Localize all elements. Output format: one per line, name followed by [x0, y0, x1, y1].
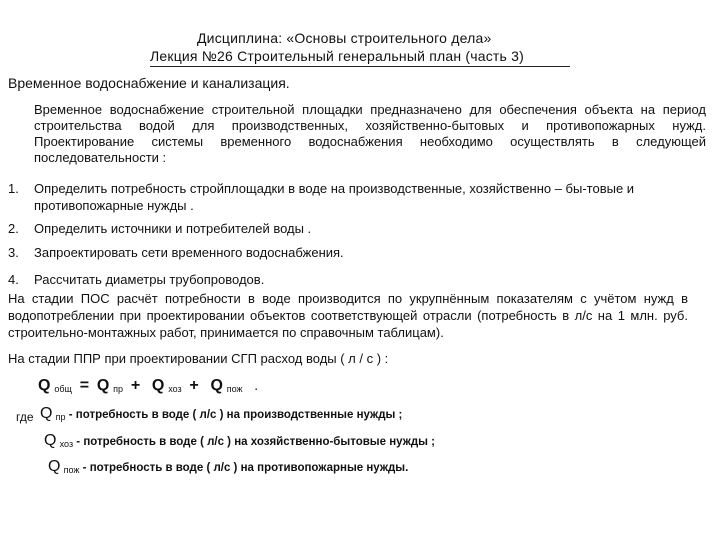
formula-q-total: Q: [38, 377, 51, 394]
formula-end: .: [254, 377, 259, 393]
pos-paragraph: На стадии ПОС расчёт потребности в воде производится по укрупнённым показателям с учётом нужд в водопотреблении при проектировании объектов соответствующей отрасли (потребность в л/с на 1 млн. руб. строительно-монтажных работ, принимается по справочным таблицам).: [8, 291, 688, 340]
discipline-title: Дисциплина: «Основы строительного дела»: [197, 30, 492, 46]
formula-q-pr: Q: [96, 377, 110, 394]
formula-sub-hoz: хоз: [168, 384, 182, 394]
definition-sub: пр: [55, 412, 66, 422]
definition-text: - потребность в воде ( л/с ) на хозяйственно-бытовые нужды ;: [76, 436, 436, 448]
formula-q-hoz: Q: [151, 377, 165, 394]
step-text: Определить потребность стройплощадки в воде на производственные, хозяйственно – бы-товые и: [34, 181, 635, 196]
step-number: 2.: [8, 221, 19, 236]
step-text: Определить источники и потребителей воды .: [34, 221, 312, 236]
formula-plus: +: [189, 377, 199, 394]
step-number: 3.: [8, 245, 19, 260]
step-text: Рассчитать диаметры трубопроводов.: [34, 272, 265, 287]
definition-item: [48, 458, 408, 476]
formula-plus: +: [130, 377, 141, 394]
step-text: Запроектировать сети временного водоснабжения.: [34, 245, 344, 260]
intro-paragraph: Временное водоснабжение строительной площадки предназначено для обеспечения объекта на период строительства водой для производственных, хозяйственно-бытовых и противопожарных нужд. Проектирование системы временного водоснабжения необходимо осуществлять в следующей последовательности :: [34, 102, 706, 165]
formula-sub-pr: пр: [113, 384, 124, 394]
formula-sub-total: общ: [54, 384, 72, 394]
definition-q: Q: [48, 458, 61, 475]
definition-q: Q: [40, 405, 53, 422]
formula-equals: =: [79, 377, 90, 394]
definition-sub: хоз: [59, 439, 74, 449]
lecture-title: Лекция №26 Строительный генеральный план (часть 3): [150, 48, 524, 64]
step-text: противопожарные нужды .: [34, 198, 194, 213]
formula-sub-pozh: пож: [226, 384, 243, 394]
definition-q: Q: [44, 432, 57, 449]
definition-sub: пож: [63, 465, 80, 475]
formula-q-pozh: Q: [210, 377, 223, 394]
header-underline: [150, 66, 570, 67]
definition-item: [40, 405, 402, 423]
step-number: 1.: [8, 181, 19, 196]
definition-text: - потребность в воде ( л/с ) на противопожарные нужды.: [82, 462, 409, 474]
step-number: 4.: [8, 272, 19, 287]
definition-text: - потребность в воде ( л/с ) на производственные нужды ;: [68, 409, 403, 421]
section-title: Временное водоснабжение и канализация.: [8, 75, 290, 91]
water-demand-formula: [38, 377, 258, 395]
definition-item: [44, 432, 435, 450]
definitions-where: где: [16, 410, 34, 424]
ppr-line: На стадии ППР при проектировании СГП расход воды ( л / с ) :: [8, 351, 389, 366]
